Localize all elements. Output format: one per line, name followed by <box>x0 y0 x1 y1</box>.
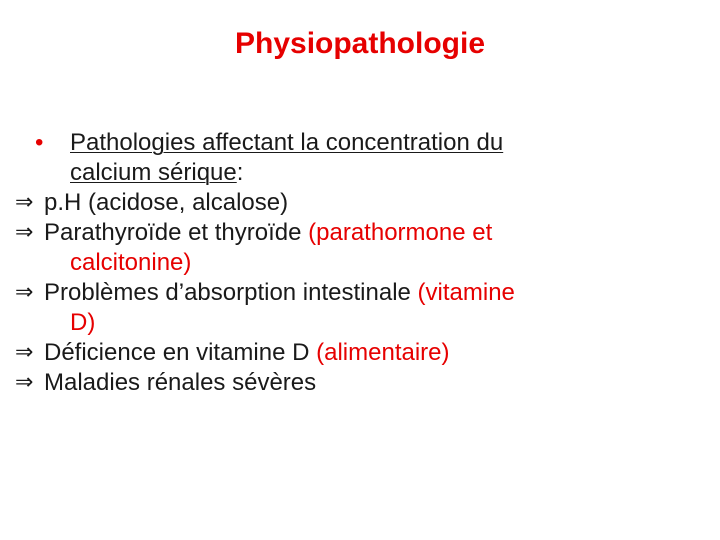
bullet-heading-colon: : <box>236 159 244 186</box>
implication-note-continued: D) <box>70 309 96 336</box>
implication-item <box>0 368 700 398</box>
implication-item <box>0 188 700 218</box>
implies-arrow-icon: ⇒ <box>15 190 34 215</box>
slide-content <box>0 128 700 398</box>
implication-continuation <box>0 248 700 278</box>
implication-item <box>0 218 700 248</box>
slide-title: Physiopathologie <box>234 27 486 60</box>
bullet-heading-line2: calcium sérique <box>70 159 237 186</box>
implication-text: p.H (acidose, alcalose) <box>44 189 289 216</box>
bullet-item-continuation <box>0 158 700 188</box>
implication-text: Problèmes d’absorption intestinale <box>44 279 418 306</box>
implication-text: Maladies rénales sévères <box>44 369 317 396</box>
implies-arrow-icon: ⇒ <box>15 340 34 365</box>
implication-note-continued: calcitonine) <box>70 249 192 276</box>
implies-arrow-icon: ⇒ <box>15 220 34 245</box>
implies-arrow-icon: ⇒ <box>15 280 34 305</box>
implies-arrow-icon: ⇒ <box>15 370 34 395</box>
implication-continuation <box>0 308 700 338</box>
implication-note: (parathormone et <box>308 219 493 246</box>
bullet-icon: • <box>35 129 44 156</box>
implication-item <box>0 278 700 308</box>
bullet-item <box>0 128 700 158</box>
implication-note: (vitamine <box>417 279 515 306</box>
implication-text: Déficience en vitamine D <box>44 339 317 366</box>
bullet-heading-line1: Pathologies affectant la concentration du <box>70 129 504 156</box>
implication-item <box>0 338 700 368</box>
implication-note: (alimentaire) <box>316 339 450 366</box>
implication-text: Parathyroïde et thyroïde <box>44 219 309 246</box>
